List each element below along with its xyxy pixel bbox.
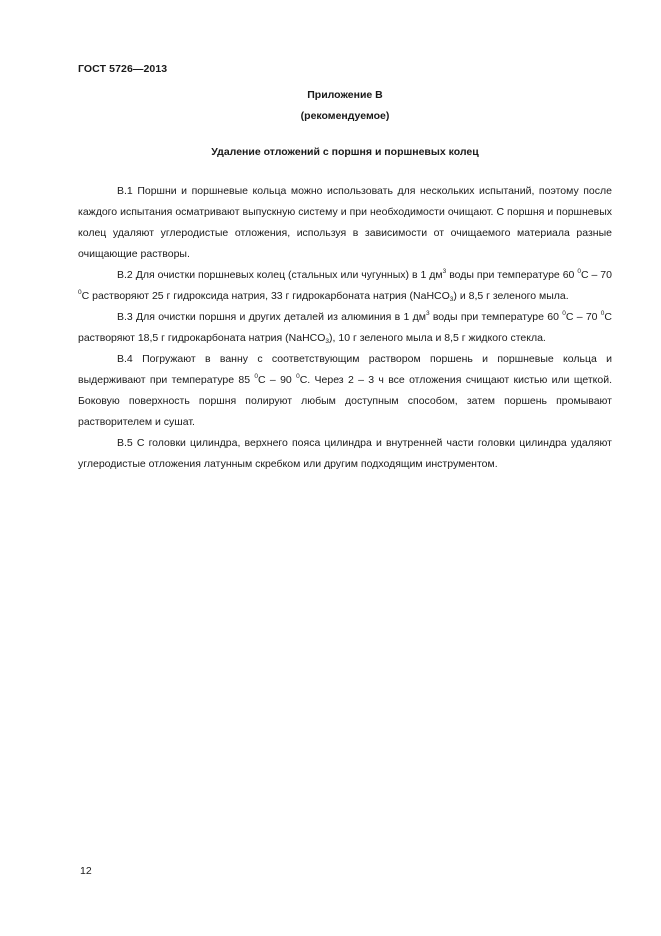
superscript-degree: 0 — [78, 289, 82, 296]
superscript-degree: 0 — [562, 310, 566, 317]
document-header-standard: ГОСТ 5726—2013 — [78, 63, 168, 75]
paragraph-b2-text-d: С растворяют 25 г гидроксида натрия, 33 г гидрокарбоната натрия (NaHCO — [81, 290, 450, 302]
body-text — [78, 181, 612, 475]
superscript-degree: 0 — [254, 373, 259, 380]
appendix-title: Приложение В — [307, 89, 383, 101]
superscript-cubic: 3 — [442, 268, 447, 275]
section-title: Удаление отложений с поршня и поршневых колец — [211, 146, 479, 158]
paragraph-b3-text-e: ), 10 г зеленого мыла и 8,5 г жидкого стекла. — [329, 332, 546, 344]
paragraph-b2-text-c: С – 70 — [580, 269, 612, 281]
paragraph-b4-text-a: В.4 Погружают в ванну с соответствующим раствором поршень и поршневые кольца и выдерживают при температуре 85 — [78, 353, 612, 386]
paragraph-b5: В.5 С головки цилиндра, верхнего пояса цилиндра и внутренней части головки цилиндра удаляют углеродистые отложения латунным скребком или другим подходящим инструментом. — [78, 437, 612, 470]
subscript-index: 3 — [325, 338, 330, 345]
superscript-degree: 0 — [600, 310, 605, 317]
paragraph-b3-text-d: С растворяют 18,5 г гидрокарбоната натрия (NaHCO — [78, 311, 612, 344]
superscript-cubic: 3 — [425, 310, 430, 317]
superscript-degree: 0 — [296, 373, 300, 380]
paragraph-b1: В.1 Поршни и поршневые кольца можно использовать для нескольких испытаний, поэтому после каждого испытания осматривают выпускную систему и при необходимости очищают. С поршня и поршневых колец удаляют углеродистые отложения, используя в зависимости от очищаемого материала разные очищающие растворы. — [78, 185, 612, 260]
paragraph-b3-text-c: С – 70 — [565, 311, 601, 323]
paragraph-b2 — [78, 265, 612, 307]
paragraph-b4-text-b: С – 90 — [258, 374, 297, 386]
superscript-degree: 0 — [577, 268, 581, 275]
paragraph-b3-text-b: воды при температуре 60 — [429, 311, 563, 323]
subscript-index: 3 — [449, 296, 454, 303]
appendix-status: (рекомендуемое) — [300, 110, 390, 122]
paragraph-b2-text-a: В.2 Для очистки поршневых колец (стальных или чугунных) в 1 дм — [117, 269, 443, 281]
paragraph-b2-text-b: воды при температуре 60 — [446, 269, 578, 281]
paragraph-b3-text-a: В.3 Для очистки поршня и других деталей из алюминия в 1 дм — [117, 311, 426, 323]
paragraph-b4 — [78, 349, 612, 433]
paragraph-b2-text-e: ) и 8,5 г зеленого мыла. — [453, 290, 569, 302]
paragraph-b4-text-c: С. Через 2 – 3 ч все отложения счищают кистью или щеткой. Боковую поверхность поршня полируют любым доступным способом, затем поршень промывают растворителем и сушат. — [78, 374, 612, 428]
page-number: 12 — [80, 865, 92, 877]
paragraph-b3 — [78, 307, 612, 349]
